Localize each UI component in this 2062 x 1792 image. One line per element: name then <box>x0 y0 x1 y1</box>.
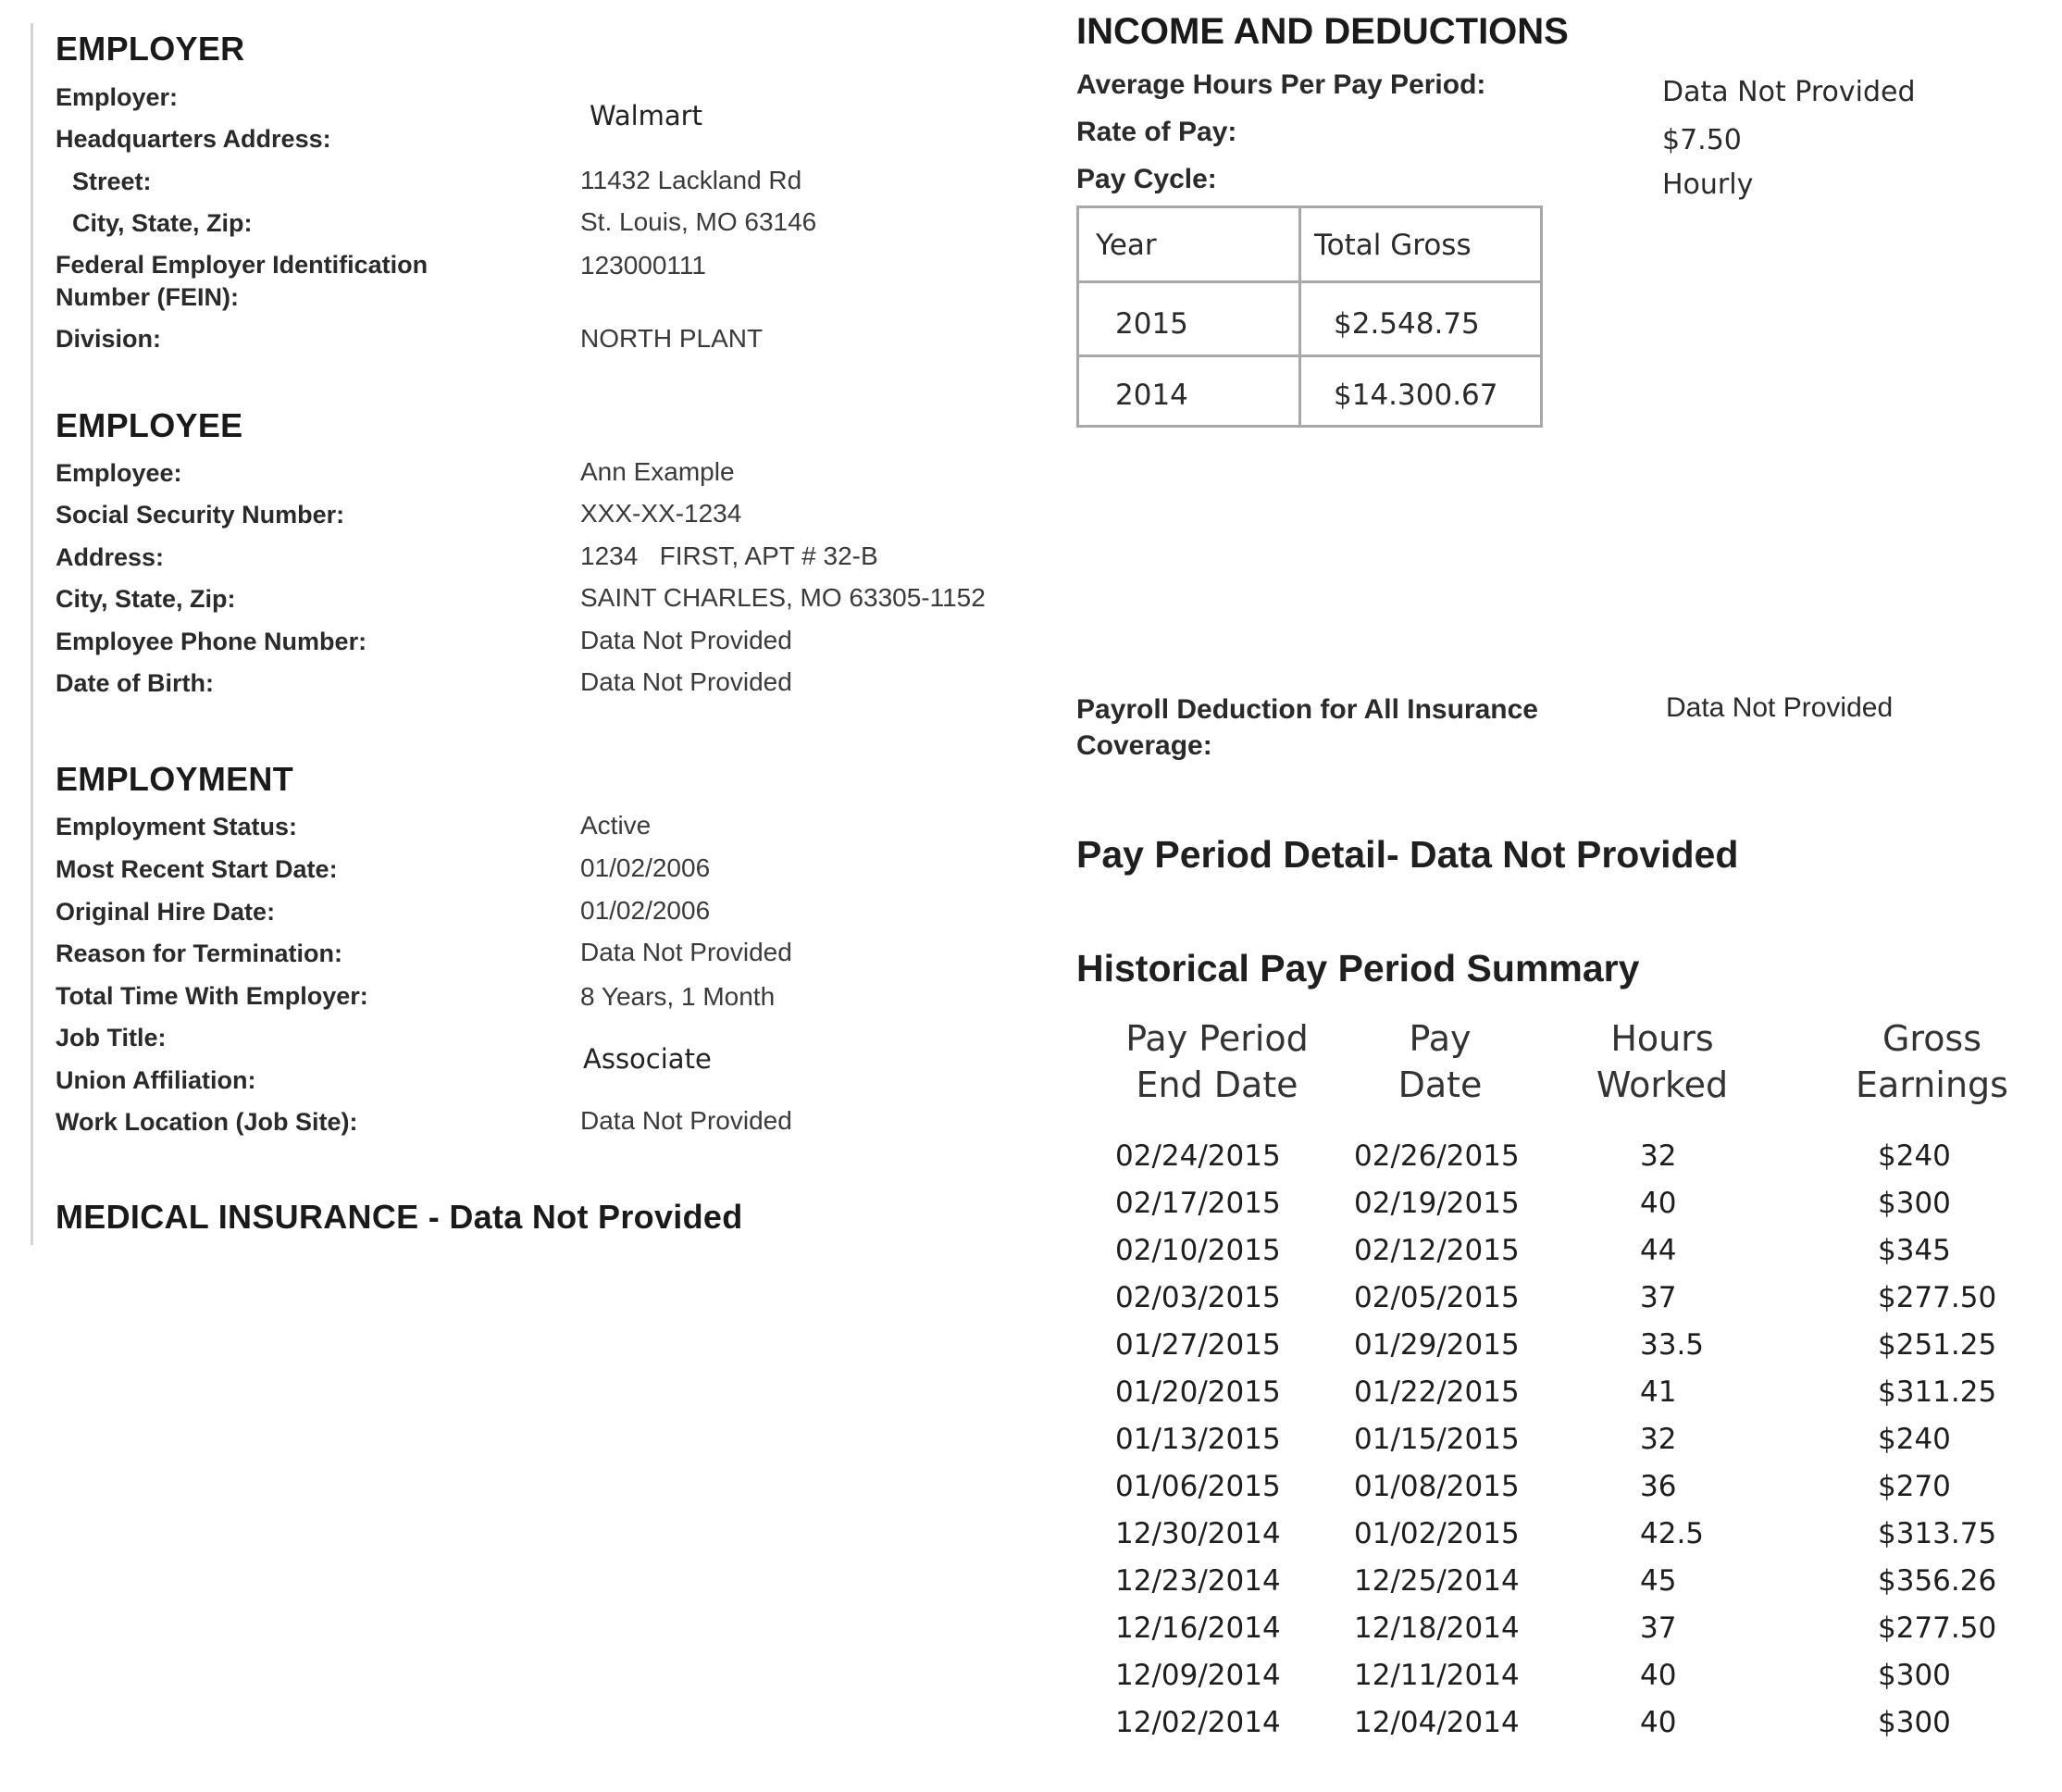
work-location-label: Work Location (Job Site): <box>56 1108 358 1136</box>
hours-cell: 41 <box>1640 1375 1677 1409</box>
fein-label-line2: Number (FEIN): <box>56 283 239 311</box>
end-date-column-header: Pay Period End Date <box>1125 1018 1309 1105</box>
hours-cell: 40 <box>1640 1659 1677 1692</box>
ssn-label: Social Security Number: <box>56 501 345 529</box>
hire-date-value: 01/02/2006 <box>580 896 711 925</box>
gross-earnings-cell: $300 <box>1878 1659 1951 1692</box>
table-row-divider <box>1079 280 1540 283</box>
address-label: Address: <box>56 543 165 571</box>
left-margin-rule <box>31 23 33 1245</box>
hours-cell: 40 <box>1640 1187 1677 1220</box>
employee-value: Ann Example <box>580 457 735 486</box>
employer-heading: EMPLOYER <box>56 30 245 68</box>
table-row <box>0 1281 2062 1328</box>
division-label: Division: <box>56 325 162 353</box>
job-title-value: Associate <box>583 1043 712 1075</box>
end-date-cell: 01/06/2015 <box>1115 1470 1281 1503</box>
rate-value: $7.50 <box>1662 124 1742 156</box>
end-date-cell: 01/20/2015 <box>1115 1375 1281 1409</box>
medical-insurance-heading: MEDICAL INSURANCE - Data Not Provided <box>56 1198 743 1236</box>
avg-hours-value: Data Not Provided <box>1662 76 1916 108</box>
income-heading: INCOME AND DEDUCTIONS <box>1076 11 1569 52</box>
gross-earnings-cell: $240 <box>1878 1139 1951 1173</box>
employer-value: Walmart <box>590 100 702 131</box>
hours-cell: 32 <box>1640 1139 1677 1173</box>
table-row <box>0 1612 2062 1659</box>
end-date-cell: 01/27/2015 <box>1115 1328 1281 1362</box>
pay-date-cell: 01/15/2015 <box>1354 1423 1520 1456</box>
end-date-cell: 12/30/2014 <box>1115 1517 1281 1550</box>
year-column-header: Year <box>1096 229 1157 262</box>
gross-earnings-column-header: Gross Earnings <box>1856 1018 2008 1105</box>
employer-city-value: St. Louis, MO 63146 <box>580 207 817 236</box>
dob-value: Data Not Provided <box>580 667 792 696</box>
table-column-divider <box>1298 208 1301 425</box>
end-date-cell: 12/16/2014 <box>1115 1612 1281 1645</box>
hours-cell: 45 <box>1640 1564 1677 1598</box>
employer-city-label: City, State, Zip: <box>72 209 253 237</box>
pay-date-cell: 01/29/2015 <box>1354 1328 1520 1362</box>
table-row <box>0 1564 2062 1612</box>
termination-reason-value: Data Not Provided <box>580 938 792 966</box>
table-row <box>0 1659 2062 1706</box>
pay-cycle-value: Hourly <box>1662 168 1754 201</box>
employee-label: Employee: <box>56 459 182 487</box>
rate-label: Rate of Pay: <box>1076 117 1237 147</box>
tenure-label: Total Time With Employer: <box>56 982 368 1010</box>
work-location-value: Data Not Provided <box>580 1106 792 1135</box>
phone-value: Data Not Provided <box>580 626 792 654</box>
table-row <box>0 1328 2062 1375</box>
year-cell: 2014 <box>1115 379 1188 412</box>
gross-cell: $2.548.75 <box>1334 307 1480 341</box>
table-row <box>0 1187 2062 1234</box>
hours-cell: 36 <box>1640 1470 1677 1503</box>
termination-reason-label: Reason for Termination: <box>56 940 343 967</box>
table-row-divider <box>1079 355 1540 357</box>
fein-label-line1: Federal Employer Identification <box>56 251 429 279</box>
employee-heading: EMPLOYEE <box>56 406 243 444</box>
hours-column-header: Hours Worked <box>1596 1018 1729 1105</box>
pay-period-detail-heading: Pay Period Detail- Data Not Provided <box>1076 833 1739 876</box>
hours-cell: 33.5 <box>1640 1328 1705 1362</box>
hours-cell: 44 <box>1640 1234 1677 1267</box>
employer-label: Employer: <box>56 83 179 111</box>
gross-earnings-cell: $277.50 <box>1878 1281 1997 1314</box>
pay-date-cell: 01/02/2015 <box>1354 1517 1520 1550</box>
end-date-cell: 12/23/2014 <box>1115 1564 1281 1598</box>
insurance-deduction-label-line2: Coverage: <box>1076 730 1212 761</box>
avg-hours-label: Average Hours Per Pay Period: <box>1076 69 1486 100</box>
table-row <box>0 1423 2062 1470</box>
table-row <box>0 1234 2062 1281</box>
pay-date-cell: 12/18/2014 <box>1354 1612 1520 1645</box>
year-cell: 2015 <box>1115 307 1188 341</box>
gross-earnings-cell: $277.50 <box>1878 1612 1997 1645</box>
table-row <box>0 1706 2062 1753</box>
pay-date-cell: 12/04/2014 <box>1354 1706 1520 1739</box>
historical-summary-heading: Historical Pay Period Summary <box>1076 947 1640 989</box>
address-value: 1234 FIRST, APT # 32-B <box>580 541 878 570</box>
gross-earnings-cell: $300 <box>1878 1187 1951 1220</box>
end-date-cell: 02/17/2015 <box>1115 1187 1281 1220</box>
end-date-cell: 12/02/2014 <box>1115 1706 1281 1739</box>
start-date-value: 01/02/2006 <box>580 853 711 882</box>
table-row <box>0 1139 2062 1187</box>
table-row <box>0 1517 2062 1564</box>
headquarters-address-label: Headquarters Address: <box>56 125 331 153</box>
gross-earnings-cell: $313.75 <box>1878 1517 1997 1550</box>
pay-cycle-label: Pay Cycle: <box>1076 164 1217 194</box>
gross-earnings-cell: $311.25 <box>1878 1375 1997 1409</box>
pay-date-cell: 02/19/2015 <box>1354 1187 1520 1220</box>
dob-label: Date of Birth: <box>56 669 214 697</box>
employee-city-value: SAINT CHARLES, MO 63305-1152 <box>580 583 986 612</box>
hours-cell: 32 <box>1640 1423 1677 1456</box>
pay-date-cell: 02/26/2015 <box>1354 1139 1520 1173</box>
employee-city-label: City, State, Zip: <box>56 585 236 613</box>
gross-earnings-cell: $300 <box>1878 1706 1951 1739</box>
hours-cell: 37 <box>1640 1612 1677 1645</box>
pay-date-column-header: Pay Date <box>1397 1018 1483 1105</box>
employment-status-label: Employment Status: <box>56 813 298 840</box>
hire-date-label: Original Hire Date: <box>56 898 276 926</box>
phone-label: Employee Phone Number: <box>56 628 367 655</box>
division-value: NORTH PLANT <box>580 324 764 353</box>
pay-date-cell: 12/25/2014 <box>1354 1564 1520 1598</box>
gross-earnings-cell: $251.25 <box>1878 1328 1997 1362</box>
total-gross-column-header: Total Gross <box>1314 229 1472 262</box>
hours-cell: 42.5 <box>1640 1517 1705 1550</box>
gross-earnings-cell: $345 <box>1878 1234 1951 1267</box>
street-value: 11432 Lackland Rd <box>580 166 802 194</box>
gross-cell: $14.300.67 <box>1334 379 1498 412</box>
insurance-deduction-value: Data Not Provided <box>1666 692 1894 723</box>
fein-value: 123000111 <box>580 251 706 280</box>
start-date-label: Most Recent Start Date: <box>56 855 338 883</box>
employment-status-value: Active <box>580 811 652 840</box>
annual-gross-table <box>1076 205 1543 428</box>
job-title-label: Job Title: <box>56 1024 167 1052</box>
end-date-cell: 12/09/2014 <box>1115 1659 1281 1692</box>
pay-date-cell: 01/22/2015 <box>1354 1375 1520 1409</box>
insurance-deduction-label-line1: Payroll Deduction for All Insurance <box>1076 694 1538 725</box>
union-label: Union Affiliation: <box>56 1066 256 1094</box>
ssn-value: XXX-XX-1234 <box>580 499 742 528</box>
pay-date-cell: 02/05/2015 <box>1354 1281 1520 1314</box>
gross-earnings-cell: $356.26 <box>1878 1564 1997 1598</box>
hours-cell: 37 <box>1640 1281 1677 1314</box>
pay-date-cell: 01/08/2015 <box>1354 1470 1520 1503</box>
end-date-cell: 02/24/2015 <box>1115 1139 1281 1173</box>
gross-earnings-cell: $240 <box>1878 1423 1951 1456</box>
table-row <box>0 1375 2062 1423</box>
end-date-cell: 02/03/2015 <box>1115 1281 1281 1314</box>
street-label: Street: <box>72 168 152 195</box>
employment-heading: EMPLOYMENT <box>56 760 294 798</box>
pay-date-cell: 02/12/2015 <box>1354 1234 1520 1267</box>
table-row <box>0 1470 2062 1517</box>
end-date-cell: 01/13/2015 <box>1115 1423 1281 1456</box>
end-date-cell: 02/10/2015 <box>1115 1234 1281 1267</box>
hours-cell: 40 <box>1640 1706 1677 1739</box>
pay-date-cell: 12/11/2014 <box>1354 1659 1520 1692</box>
gross-earnings-cell: $270 <box>1878 1470 1951 1503</box>
tenure-value: 8 Years, 1 Month <box>580 982 776 1011</box>
